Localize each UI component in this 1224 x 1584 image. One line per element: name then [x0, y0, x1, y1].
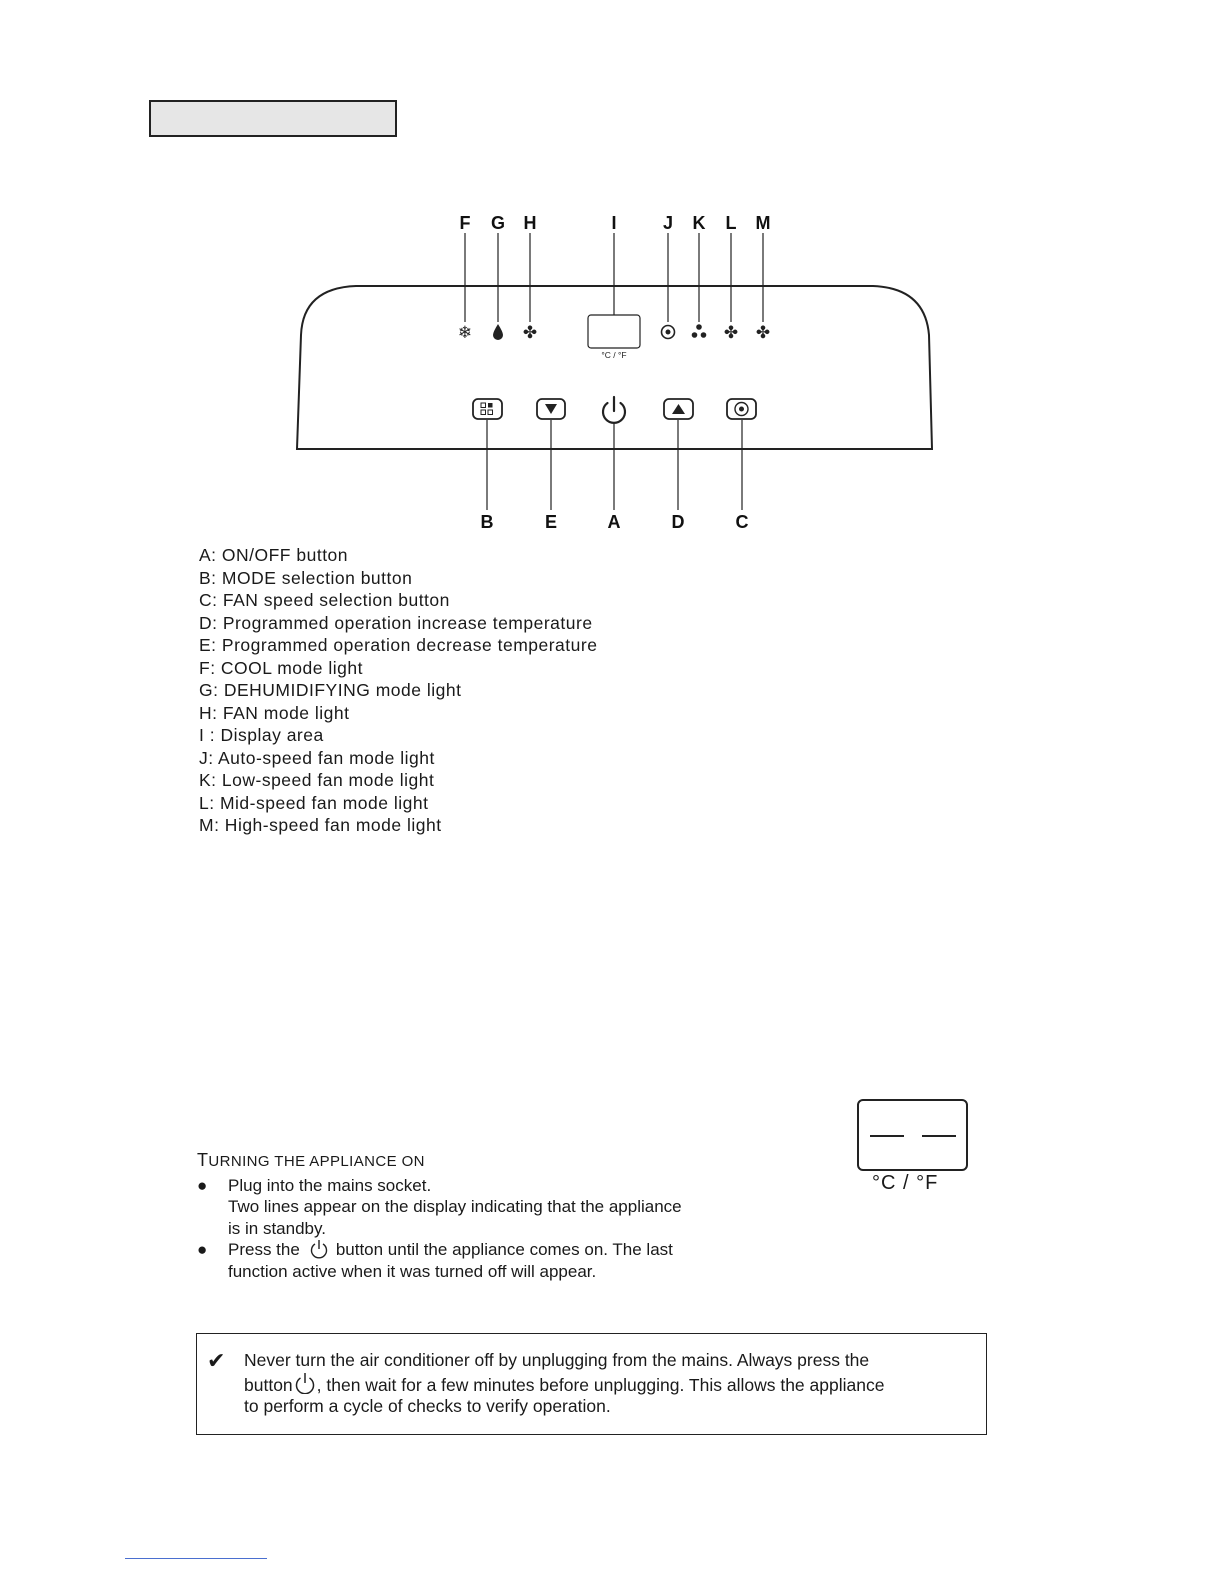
legend-item: C: FAN speed selection button — [199, 590, 450, 610]
label-f: F — [459, 213, 471, 233]
low-fan-icon — [692, 324, 707, 338]
svg-text:✤: ✤ — [522, 323, 538, 343]
legend-item: B: MODE selection button — [199, 567, 413, 588]
label-k: K — [692, 213, 706, 233]
power-icon — [308, 1239, 330, 1259]
display-area — [588, 315, 640, 348]
label-j: J — [662, 213, 674, 233]
mode-button — [473, 399, 502, 419]
label-c: C — [735, 512, 749, 532]
svg-text:❄: ❄ — [457, 323, 473, 343]
note-box — [196, 1333, 987, 1435]
legend-item: K: Low-speed fan mode light — [199, 770, 435, 790]
legend-item: A: ON/OFF button — [199, 545, 349, 565]
droplet-icon — [493, 324, 503, 340]
note-text: Never turn the air conditioner off by unplugging from the mains. Always press the button , then wait for a few minutes before unplugging. This allows the appliance to perform a cycle of checks to verify operation. — [244, 1350, 885, 1416]
mid-fan-icon — [724, 323, 738, 343]
legend-item: H: FAN mode light — [199, 702, 350, 723]
footer-link-underline — [125, 1558, 267, 1559]
auto-fan-icon — [662, 326, 675, 339]
svg-text:✤: ✤ — [723, 323, 739, 343]
fan-speed-button — [727, 399, 756, 419]
label-l: L — [725, 213, 737, 233]
fan-mode-icon — [523, 323, 537, 343]
label-b: B — [480, 512, 494, 532]
label-d: D — [671, 512, 685, 532]
checkmark-icon: ✔ — [207, 1348, 226, 1373]
label-i: I — [611, 213, 617, 233]
legend-list — [199, 544, 597, 837]
label-a: A — [607, 512, 621, 532]
label-e: E — [544, 512, 558, 532]
bullet-item: ● Press the button until the appliance comes on. The last function active when it was turned off will appear. — [197, 1240, 673, 1281]
legend-item: F: COOL mode light — [199, 657, 363, 678]
legend-item: E: Programmed operation decrease temperature — [199, 635, 598, 655]
legend-item: I : Display area — [199, 725, 324, 745]
legend-item: M: High-speed fan mode light — [199, 815, 442, 835]
legend-item: J: Auto-speed fan mode light — [199, 747, 435, 768]
increase-temp-button — [664, 399, 693, 419]
standby-dash — [870, 1135, 904, 1137]
label-m: M — [755, 213, 771, 233]
label-g: G — [490, 213, 506, 233]
standby-dash — [922, 1135, 956, 1137]
section-title: TURNING THE APPLIANCE ON — [197, 1150, 425, 1170]
svg-text:✤: ✤ — [755, 323, 771, 343]
power-icon — [603, 397, 625, 423]
decrease-temp-button — [537, 399, 565, 419]
control-panel-diagram — [0, 0, 1224, 560]
standby-display — [857, 1099, 968, 1171]
snowflake-icon — [458, 323, 472, 343]
display-unit-label: °C / °F — [601, 350, 627, 360]
power-icon — [294, 1372, 316, 1394]
high-fan-icon — [756, 323, 770, 343]
bullet-item: ● Plug into the mains socket. Two lines appear on the display indicating that the appliance is in standby. — [197, 1175, 682, 1238]
label-h: H — [523, 213, 537, 233]
legend-item: D: Programmed operation increase temperature — [199, 612, 593, 633]
turning-on-section — [197, 1150, 797, 1282]
legend-item: L: Mid-speed fan mode light — [199, 792, 429, 813]
standby-unit-label: °C / °F — [872, 1172, 939, 1194]
legend-item: G: DEHUMIDIFYING mode light — [199, 680, 462, 700]
